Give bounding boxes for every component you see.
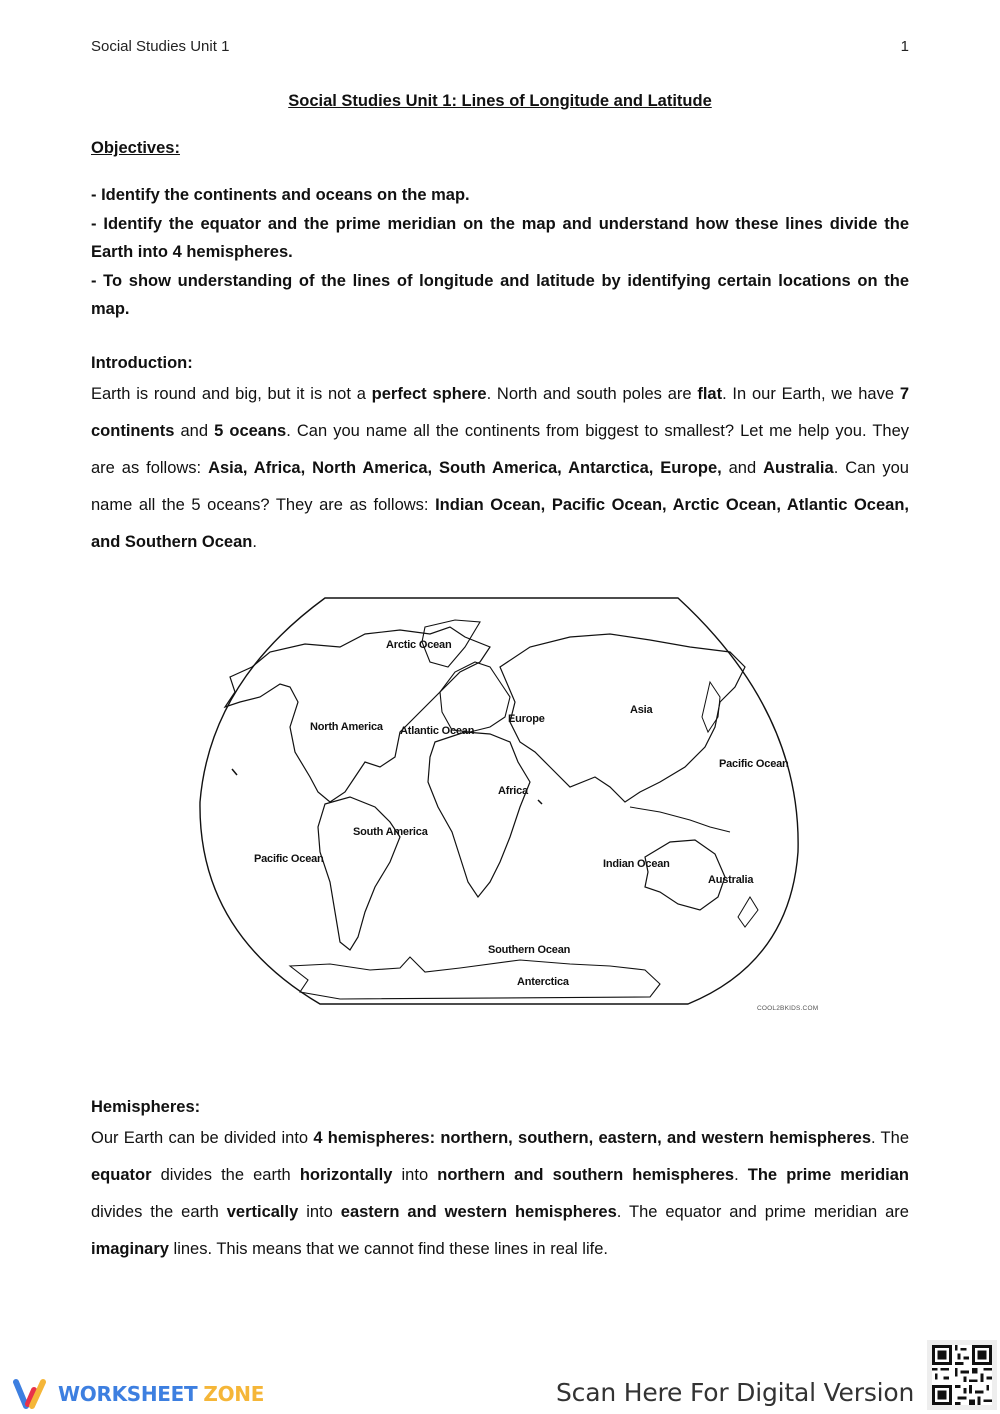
map-label-south-america: South America <box>353 826 428 838</box>
text: . North and south poles are <box>486 385 698 403</box>
map-label-north-america: North America <box>310 721 383 733</box>
bold-text: 4 hemispheres: northern, southern, eastern, and western hemispheres <box>313 1129 872 1147</box>
page-number: 1 <box>900 38 909 55</box>
qr-code-icon <box>932 1345 992 1405</box>
bold-text: Australia <box>763 459 834 477</box>
map-label-australia: Australia <box>708 874 754 886</box>
map-label-pacific-ocean-west: Pacific Ocean <box>254 853 324 865</box>
map-label-atlantic-ocean: Atlantic Ocean <box>400 725 475 737</box>
objectives-list <box>91 181 909 324</box>
map-label-antarctica: Anterctica <box>517 976 569 988</box>
text: . The equator and prime meridian are <box>616 1203 909 1221</box>
map-label-europe: Europe <box>508 713 545 725</box>
document-title: Social Studies Unit 1: Lines of Longitude and Latitude <box>288 92 712 110</box>
text: and <box>721 459 764 477</box>
introduction-section <box>91 352 909 561</box>
map-credit: COOL2BKIDS.COM <box>757 1005 819 1012</box>
text: Our Earth can be divided into <box>91 1129 314 1147</box>
qr-code[interactable] <box>927 1340 997 1410</box>
text: . Can you name all the 5 oceans? They are as follows: <box>91 459 909 514</box>
map-label-asia: Asia <box>630 704 653 716</box>
worksheetzone-logo-icon <box>10 1376 54 1412</box>
text: . <box>734 1166 748 1184</box>
text: Earth is round and big, but it is not a <box>91 385 372 403</box>
bold-text: 7 continents <box>91 385 909 440</box>
bold-text: flat <box>697 385 723 403</box>
bold-text: horizontally <box>299 1166 393 1184</box>
hemispheres-heading: Hemispheres: <box>91 1098 201 1116</box>
text: . In our Earth, we have <box>722 385 900 403</box>
objective-item: - To show understanding of the lines of longitude and latitude by identifying certain locations on the map. <box>91 271 909 318</box>
map-label-southern-ocean: Southern Ocean <box>488 944 571 956</box>
introduction-heading: Introduction: <box>91 354 193 372</box>
brand-name <box>58 1382 264 1406</box>
objective-item: - Identify the equator and the prime meridian on the map and understand how these lines divide the Earth into 4 hemispheres. <box>91 214 909 261</box>
introduction-paragraph <box>91 376 909 561</box>
text: into <box>298 1203 341 1221</box>
bold-text: vertically <box>226 1203 299 1221</box>
map-label-africa: Africa <box>498 785 528 797</box>
text: into <box>392 1166 438 1184</box>
bold-text: imaginary <box>91 1240 169 1258</box>
text: lines. This means that we cannot find these lines in real life. <box>168 1240 608 1258</box>
worksheetzone-logo[interactable] <box>10 1376 264 1412</box>
bold-text: equator <box>91 1166 152 1184</box>
text: divides the earth <box>151 1166 300 1184</box>
bold-text: 5 oceans <box>214 422 287 440</box>
objectives-heading: Objectives: <box>91 139 180 157</box>
hemispheres-section <box>91 1096 909 1268</box>
bold-text: perfect sphere <box>371 385 487 403</box>
text: divides the earth <box>91 1203 227 1221</box>
bold-text: The prime meridian <box>747 1166 910 1184</box>
text: . The <box>871 1129 909 1147</box>
brand-name-part1: WORKSHEET <box>58 1382 198 1406</box>
brand-name-part2: ZONE <box>203 1382 265 1406</box>
text: and <box>174 422 215 440</box>
world-map <box>190 592 810 1012</box>
scan-prompt: Scan Here For Digital Version <box>556 1378 915 1407</box>
running-title: Social Studies Unit 1 <box>91 38 230 55</box>
map-label-indian-ocean: Indian Ocean <box>603 858 670 870</box>
objectives-heading-block <box>91 139 909 158</box>
bold-text: eastern and western hemispheres <box>340 1203 617 1221</box>
bold-text: Asia, Africa, North America, South America, Antarctica, Europe, <box>208 459 722 477</box>
text: . <box>252 533 257 551</box>
hemispheres-paragraph <box>91 1120 909 1268</box>
map-label-arctic-ocean: Arctic Ocean <box>386 639 452 651</box>
page-header <box>91 38 909 55</box>
objective-item: - Identify the continents and oceans on the map. <box>91 186 470 204</box>
map-label-pacific-ocean-east: Pacific Ocean <box>719 758 789 770</box>
text: . Can you name all the continents from biggest to smallest? Let me help you. They are as follows: <box>91 422 910 477</box>
bold-text: northern and southern hemispheres <box>437 1166 735 1184</box>
bold-text: Indian Ocean, Pacific Ocean, Arctic Ocean, Atlantic Ocean, and Southern Ocean <box>91 496 909 551</box>
